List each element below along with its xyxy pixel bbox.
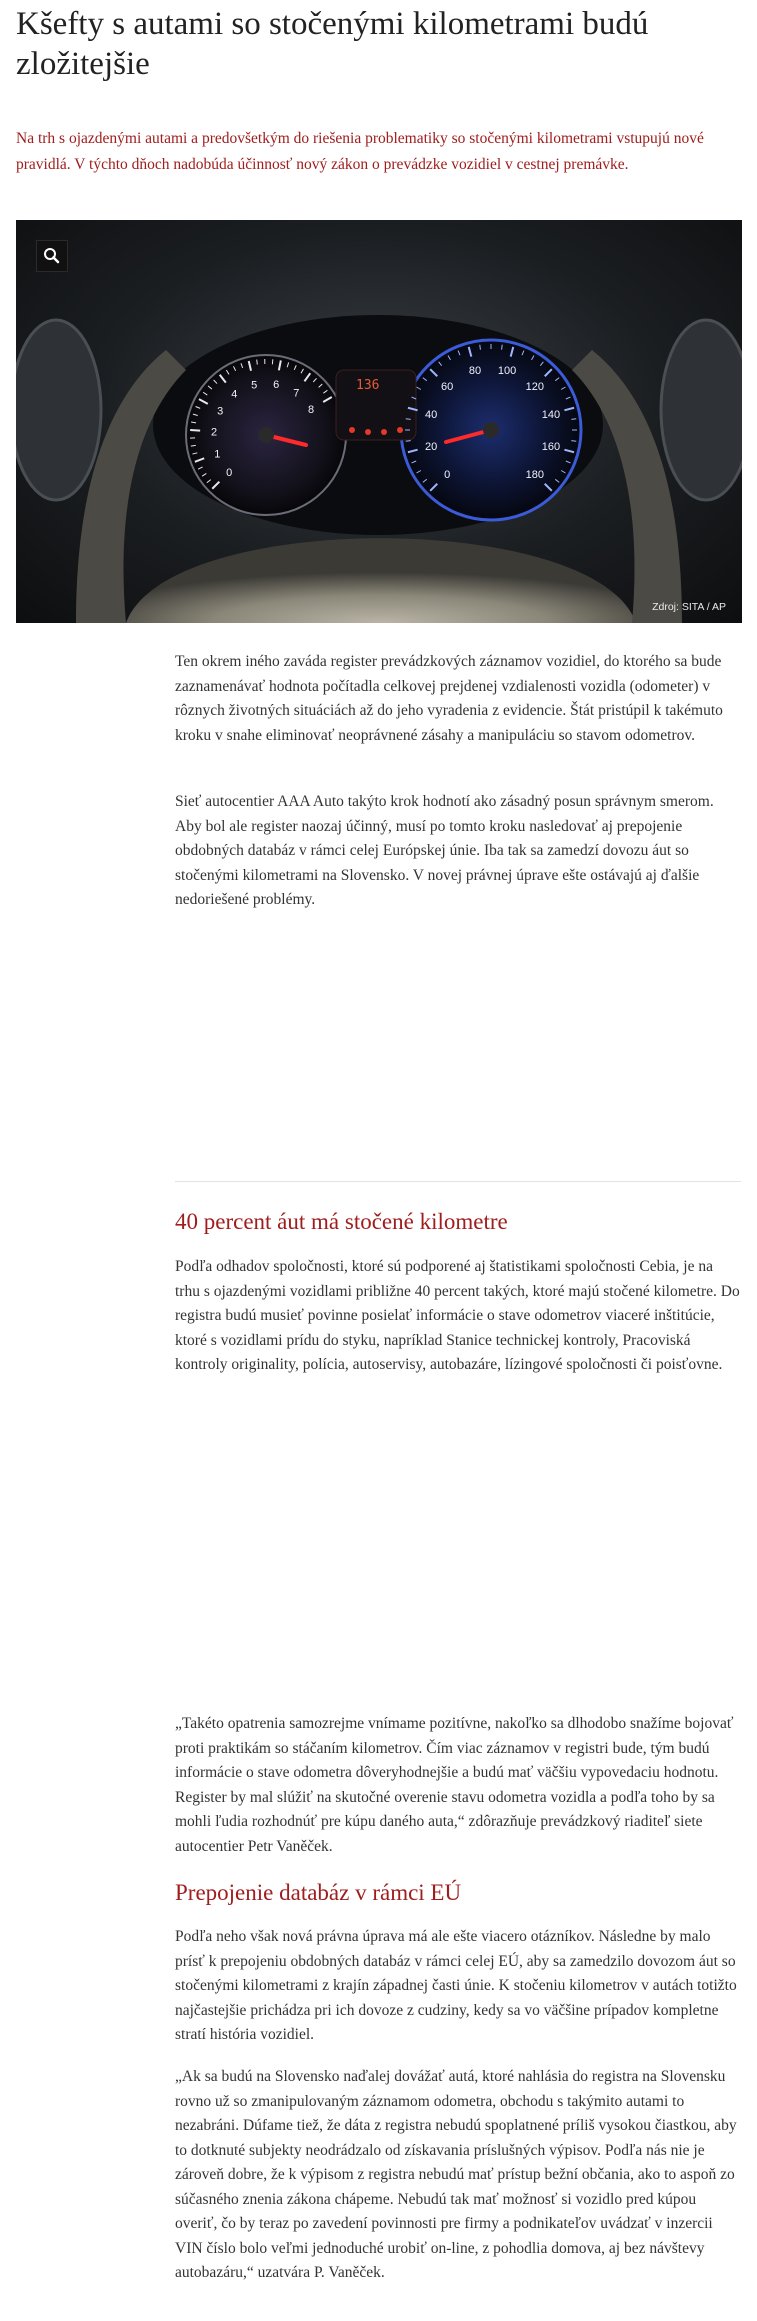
speedometer-label: 140 (541, 408, 561, 421)
speedometer-tick (571, 419, 576, 420)
subheading-eu-databases: Prepojenie databáz v rámci EÚ (175, 1880, 462, 1905)
speedometer-tick (406, 441, 411, 442)
speedometer-label: 60 (441, 381, 454, 394)
tachometer-label: 5 (251, 379, 258, 392)
paragraph-1: Ten okrem iného zaváda register prevádzkových záznamov vozidiel, do ktorého sa bude zaznamenávať hodnota počítadla celkovej prejdenej vzdialenosti vozidla (odometer) v rôznych životných situáciách až do jeho vyradenia z evidencie. Štát pristúpil k takémuto kroku v snahe eliminovať neoprávnené zásahy a manipuláciu so stavom odometrov. (175, 653, 723, 744)
speedometer-label: 20 (424, 441, 438, 454)
paragraph-5: Podľa neho však nová právna úprava má ale ešte viacero otázníkov. Následne by malo prísť k prepojeniu obdobných databáz v rámci celej EÚ, aby sa zamedzilo dovozom áut so stočenými kilometrami z krajín západnej časti únie. K stočeniu kilometrov v autách totižto najčastejšie prichádza pri ich dovoze z cudziny, kedy sa vo väčšine prípadov kompletne stratí história vozidiel. (175, 1928, 737, 2043)
speedometer-label: 0 (444, 468, 451, 481)
tachometer-label: 7 (293, 387, 300, 400)
paragraph-4: „Takéto opatrenia samozrejme vnímame pozitívne, nakoľko sa dlhodobo snažíme bojovať proti praktikám so stáčaním kilometrov. Čím viac záznamov v registri bude, tým budú informácie o stave odometra dôveryhodnejšie a budú mať väčšiu vypovedaciu hodnotu. Register by mal slúžiť na skutočné overenie stavu odometra vozidla a podľa toho by sa mohli ľudia rozhodnúť pre kúpu daného auta,“ zdôrazňuje prevádzkový riaditeľ siete autocentier Petr Vaněček. (175, 1715, 734, 1855)
speedometer-tick (406, 419, 411, 420)
tachometer-label: 1 (214, 448, 221, 461)
tachometer-label: 8 (307, 404, 315, 416)
paragraph-6: „Ak sa budú na Slovensko naďalej dovážať autá, ktoré nahlásia do registra na Slovensku rovno už so zmanipulovaným záznamom odometra, obchodu s takýmito autami to nezabráni. Dúfame tiež, že dáta z registra nebudú spoplatnené príliš vysokou čiastkou, aby to dotknuté subjekty neodrádzalo od získavania príslušných výpisov. Podľa nás nie je zároveň dobre, že k výpisom z registra nebudú mať prístup bežní občania, ako to aspoň zo súčasného znenia zákona chápeme. Nebudú tak mať možnosť si vozidlo pred kúpou overiť, čo by teraz po zavedení povinnosti pre firmy a podnikateľov uvádzať v inzercii VIN číslo bolo veľmi jednoduché urobiť on-line, z pohodlia domova, aj bez návštevy autobazáru,“ uzatvára P. Vaněček. (175, 2068, 737, 2281)
tachometer-label: 2 (211, 426, 218, 439)
tachometer-label: 3 (217, 405, 224, 418)
zoom-button[interactable] (36, 240, 68, 272)
tachometer-tick (190, 430, 200, 431)
speedometer-tick (480, 345, 481, 350)
tachometer-label: 0 (226, 466, 233, 479)
tachometer-label: 4 (231, 388, 238, 401)
magnifier-icon (37, 241, 67, 271)
image-credit: Zdroj: SITA / AP (652, 601, 726, 613)
speedometer-readout: 136 (356, 378, 380, 393)
article-lead: Na trh s ojazdenými autami a predovšetkým do riešenia problematiky so stočenými kilometrami vstupujú nové pravidlá. V týchto dňoch nadobúda účinnosť nový zákon o prevádzke vozidiel v cestnej premávke. (16, 130, 704, 173)
speedometer-label: 120 (525, 381, 545, 394)
speedometer-label: 160 (541, 441, 561, 454)
section-divider (175, 1181, 741, 1182)
speedometer-tick (571, 441, 576, 442)
article-image[interactable] (16, 220, 742, 623)
speedometer-tick (502, 345, 503, 350)
article-title: Kšefty s autami so stočenými kilometrami budú zložitejšie (16, 6, 649, 82)
dashboard-illustration (16, 220, 742, 623)
speedometer-label: 100 (497, 365, 517, 378)
paragraph-3: Podľa odhadov spoločnosti, ktoré sú podporené aj štatistikami spoločnosti Cebia, je na trhu s ojazdenými vozidlami približne 40 percent takých, ktoré majú stočené kilometre. Do registra budú musieť povinne posielať informácie o stave odometrov viaceré inštitúcie, ktoré s vozidlami prídu do styku, napríklad Stanice technickej kontroly, Pracoviská kontroly originality, polícia, autoservisy, autobazáre, lízingové spoločnosti či poisťovne. (175, 1258, 740, 1373)
tachometer-tick (257, 360, 258, 365)
paragraph-2: Sieť autocentier AAA Auto takýto krok hodnotí ako zásadný posun správnym smerom. Aby bol ale register naozaj účinný, musí po tomto kroku nasledovať aj prepojenie obdobných databáz v rámci celej Európskej únie. Iba tak sa zamedzí dovozu áut so stočenými kilometrami na Slovensko. V novej právnej úprave ešte ostávajú aj ďalšie nedoriešené problémy. (175, 793, 714, 908)
speedometer-label: 180 (525, 468, 545, 481)
speedometer-label: 80 (468, 365, 482, 378)
tachometer-label: 6 (273, 378, 280, 391)
subheading-40-percent: 40 percent áut má stočené kilometre (175, 1209, 508, 1234)
speedometer-label: 40 (424, 408, 438, 421)
